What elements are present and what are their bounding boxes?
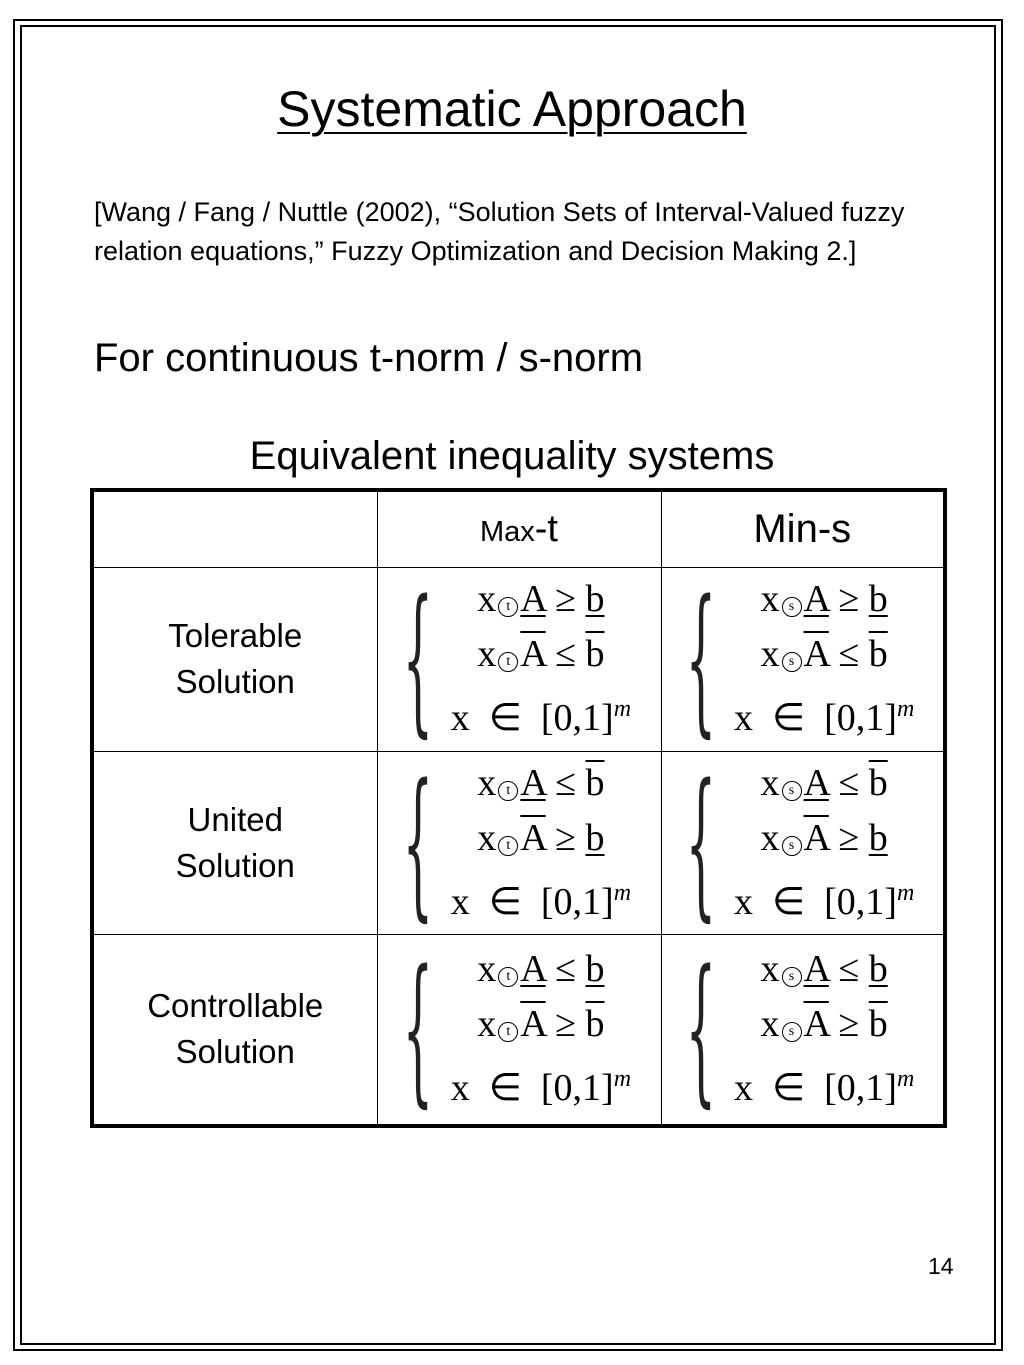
inequality-line-1: x t A ≤ b — [477, 948, 605, 991]
table-caption: Equivalent inequality systems — [249, 434, 775, 478]
header-max-text: Max — [479, 515, 535, 548]
t-norm-operator-icon: t — [498, 597, 518, 617]
reference-citation: [Wang / Fang / Nuttle (2002), “Solution Sets of Interval-Valued fuzzy relation equations,” Fuzzy Optimization and Decision Making 2.] — [94, 197, 905, 266]
min-s-system — [661, 748, 945, 936]
left-brace-icon: { — [402, 748, 434, 936]
t-norm-operator-icon: t — [498, 967, 518, 987]
inequality-line-2: x t $\overline{A} \ge b$ — [477, 816, 605, 859]
inequality-line-1: x s A ≥ b — [760, 578, 888, 620]
t-norm-operator-icon: t — [498, 836, 518, 856]
subtitle: For continuous t-norm / s-norm — [94, 336, 644, 380]
left-brace-icon: { — [402, 935, 434, 1123]
domain-constraint: x ∈ $[0,1]^m$ — [450, 696, 632, 739]
table-row-tolerable — [92, 567, 945, 751]
s-norm-operator-icon: s — [782, 967, 802, 987]
inequality-line-2: x t $\overline{A} \le \overline{b}$ — [477, 633, 605, 675]
header-max-t — [377, 490, 661, 567]
s-norm-operator-icon: s — [782, 836, 802, 856]
inequality-line-1: x s $A \le \overline{b}$ — [760, 761, 888, 804]
row-label-line2: Solution — [175, 663, 295, 700]
domain-constraint: x ∈ $[0,1]^m$ — [734, 879, 915, 923]
left-brace-icon: { — [685, 748, 717, 936]
inequality-line-1: x t A ≥ b — [477, 578, 605, 620]
left-brace-icon: { — [685, 565, 717, 752]
left-brace-icon: { — [402, 565, 434, 752]
table-header-row — [92, 490, 945, 567]
table-row-united — [92, 751, 945, 934]
t-norm-operator-icon: t — [498, 781, 518, 801]
row-label — [92, 751, 377, 934]
table-row-controllable — [92, 934, 945, 1126]
row-label-line1: United — [187, 800, 283, 838]
domain-constraint: x ∈ $[0,1]^m$ — [734, 696, 915, 739]
left-brace-icon: { — [685, 935, 717, 1123]
max-t-system — [377, 934, 661, 1126]
row-label — [92, 934, 377, 1126]
inequality-line-2: x s $\overline{A} \le \overline{b}$ — [760, 633, 888, 675]
s-norm-operator-icon: s — [782, 781, 802, 801]
t-norm-operator-icon: t — [498, 652, 518, 672]
page-number: 14 — [928, 1253, 954, 1279]
min-s-system — [661, 567, 945, 751]
inequality-line-1: x t $A \le \overline{b}$ — [477, 761, 605, 804]
t-norm-operator-icon: t — [498, 1022, 518, 1042]
max-t-system — [377, 567, 661, 751]
inequality-line-2: x s $\overline{A} \ge \overline{b}$ — [760, 1003, 888, 1046]
row-label-line2: Solution — [175, 846, 295, 884]
s-norm-operator-icon: s — [782, 597, 802, 617]
row-label-line2: Solution — [175, 1033, 295, 1071]
row-label-line1: Tolerable — [168, 617, 303, 654]
row-label-line1: Controllable — [147, 987, 324, 1025]
inequality-line-2: x t $\overline{A} \ge \overline{b}$ — [477, 1003, 605, 1046]
header-max-suffix: -t — [534, 507, 558, 550]
row-label — [92, 567, 377, 751]
inequality-line-2: x s $\overline{A} \ge b$ — [760, 816, 888, 859]
inequality-line-1: x s A ≤ b — [760, 948, 888, 991]
s-norm-operator-icon: s — [782, 1022, 802, 1042]
s-norm-operator-icon: s — [782, 652, 802, 672]
min-s-system — [661, 934, 945, 1126]
domain-constraint: x ∈ $[0,1]^m$ — [450, 1066, 632, 1110]
max-t-system — [377, 748, 661, 936]
header-min-s: Min-s — [661, 490, 945, 567]
inequality-systems-table — [90, 488, 947, 1128]
slide-title: Systematic Approach — [277, 81, 747, 137]
header-empty-cell — [92, 490, 377, 567]
domain-constraint: x ∈ $[0,1]^m$ — [450, 879, 632, 923]
domain-constraint: x ∈ $[0,1]^m$ — [734, 1066, 915, 1110]
